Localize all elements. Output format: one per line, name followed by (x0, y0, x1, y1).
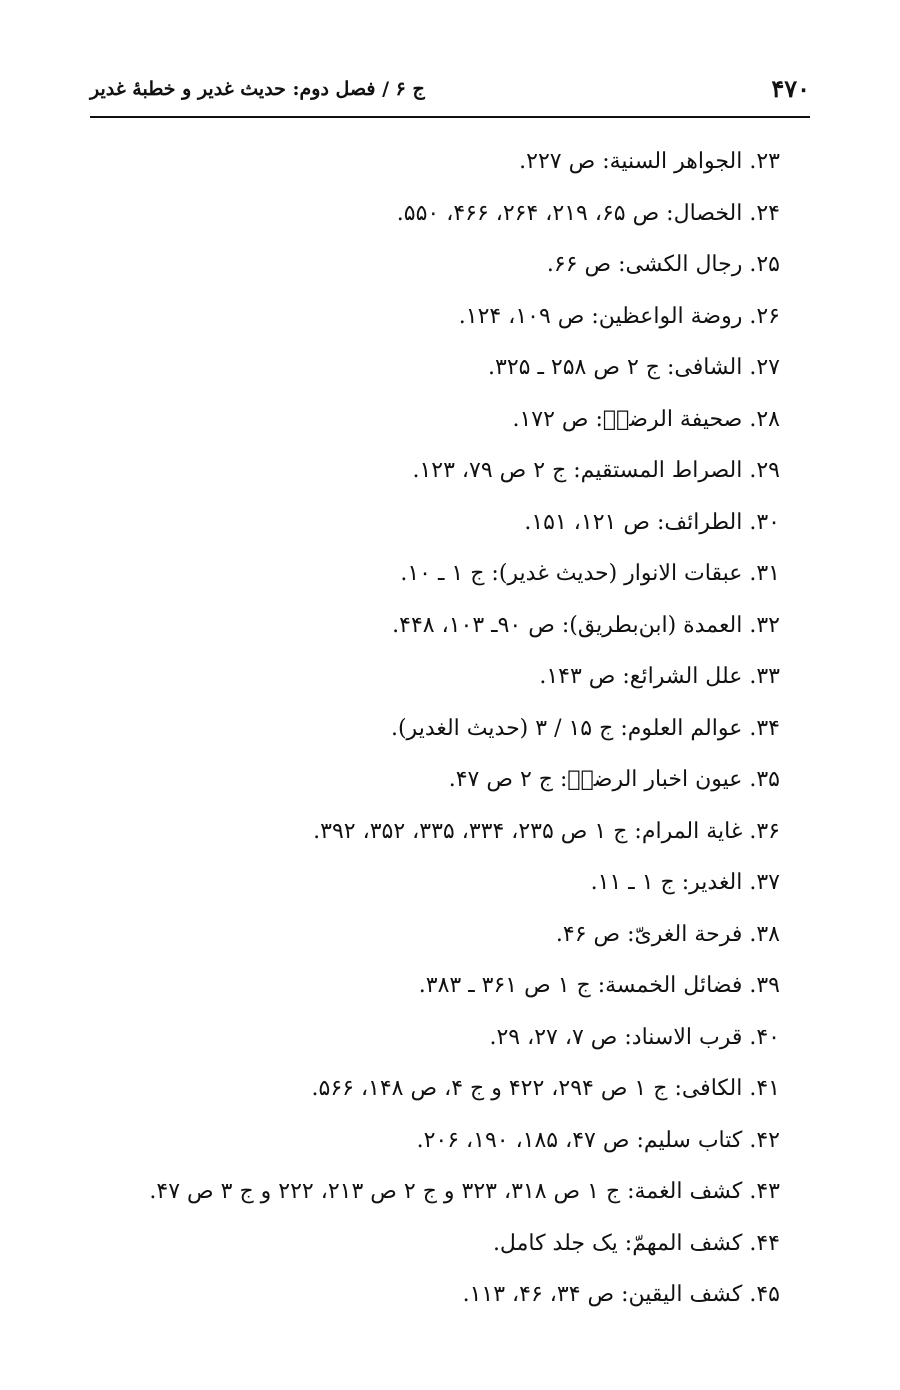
reference-item: ۲۵. رجال الكشی: ص ۶۶. (546, 252, 780, 277)
running-title: ج ۶ / فصل دوم: حدیث غدیر و خطبهٔ غدیر (90, 78, 425, 100)
reference-item: ۲۹. الصراط المستقیم: ج ۲ ص ۷۹، ۱۲۳. (412, 458, 780, 483)
reference-item: ۴۲. کتاب سلیم: ص ۴۷، ۱۸۵، ۱۹۰، ۲۰۶. (416, 1127, 780, 1153)
reference-item: ۲۸. صحيفة الرضاؑ: ص ۱۷۲. (512, 406, 780, 432)
reference-list (80, 140, 780, 1325)
reference-item: ۲۶. روضة الواعظین: ص ۱۰۹، ۱۲۴. (458, 303, 780, 329)
reference-item: ۳۹. فضائل الخمسة: ج ۱ ص ۳۶۱ ـ ۳۸۳. (418, 973, 780, 998)
reference-item: ۴۵. کشف الیقین: ص ۳۴، ۴۶، ۱۱۳. (462, 1282, 780, 1307)
reference-item: ۳۴. عوالم العلوم: ج ۱۵ / ۳ (حدیث الغدیر). (390, 715, 780, 741)
reference-item: ۳۵. عیون اخبار الرضاؑ: ج ۲ ص ۴۷. (448, 767, 780, 792)
reference-item: ۴۴. کشف المهمّ: یک جلد کامل. (492, 1230, 780, 1256)
reference-item: ۴۱. الكافی: ج ۱ ص ۲۹۴، ۴۲۲ و ج ۴، ص ۱۴۸، ۵۶۶. (311, 1076, 780, 1101)
reference-item: ۳۱. عبقات الانوار (حدیث غدیر): ج ۱ ـ ۱۰. (400, 561, 780, 586)
reference-item: ۳۶. غاية المرام: ج ۱ ص ۲۳۵، ۳۳۴، ۳۳۵، ۳۵۲، ۳۹۲. (313, 818, 780, 844)
reference-item: ۲۴. الخصال: ص ۶۵، ۲۱۹، ۲۶۴، ۴۶۶، ۵۵۰. (396, 200, 780, 226)
reference-item: ۲۷. الشافی: ج ۲ ص ۲۵۸ ـ ۳۲۵. (488, 355, 780, 380)
reference-item: ۴۳. کشف الغمة: ج ۱ ص ۳۱۸، ۳۲۳ و ج ۲ ص ۲۱۳، ۲۲۲ و ج ۳ ص ۴۷. (149, 1179, 780, 1204)
reference-item: ۲۳. الجواهر السنية: ص ۲۲۷. (519, 149, 780, 174)
reference-item: ۳۳. علل الشرائع: ص ۱۴۳. (539, 664, 780, 689)
page-header (90, 70, 810, 118)
page-number: ۴۷۰ (771, 74, 810, 103)
reference-item: ۳۰. الطرائف: ص ۱۲۱، ۱۵۱. (524, 509, 780, 535)
reference-item: ۳۲. العمدة (ابن‌بطریق): ص ۹۰ـ ۱۰۳، ۴۴۸. (392, 612, 780, 638)
reference-item: ۳۸. فرحة الغریّ: ص ۴۶. (555, 921, 780, 947)
reference-item: ۴۰. قرب الاسناد: ص ۷، ۲۷، ۲۹. (489, 1024, 780, 1050)
reference-item: ۳۷. الغدیر: ج ۱ ـ ۱۱. (590, 870, 780, 895)
